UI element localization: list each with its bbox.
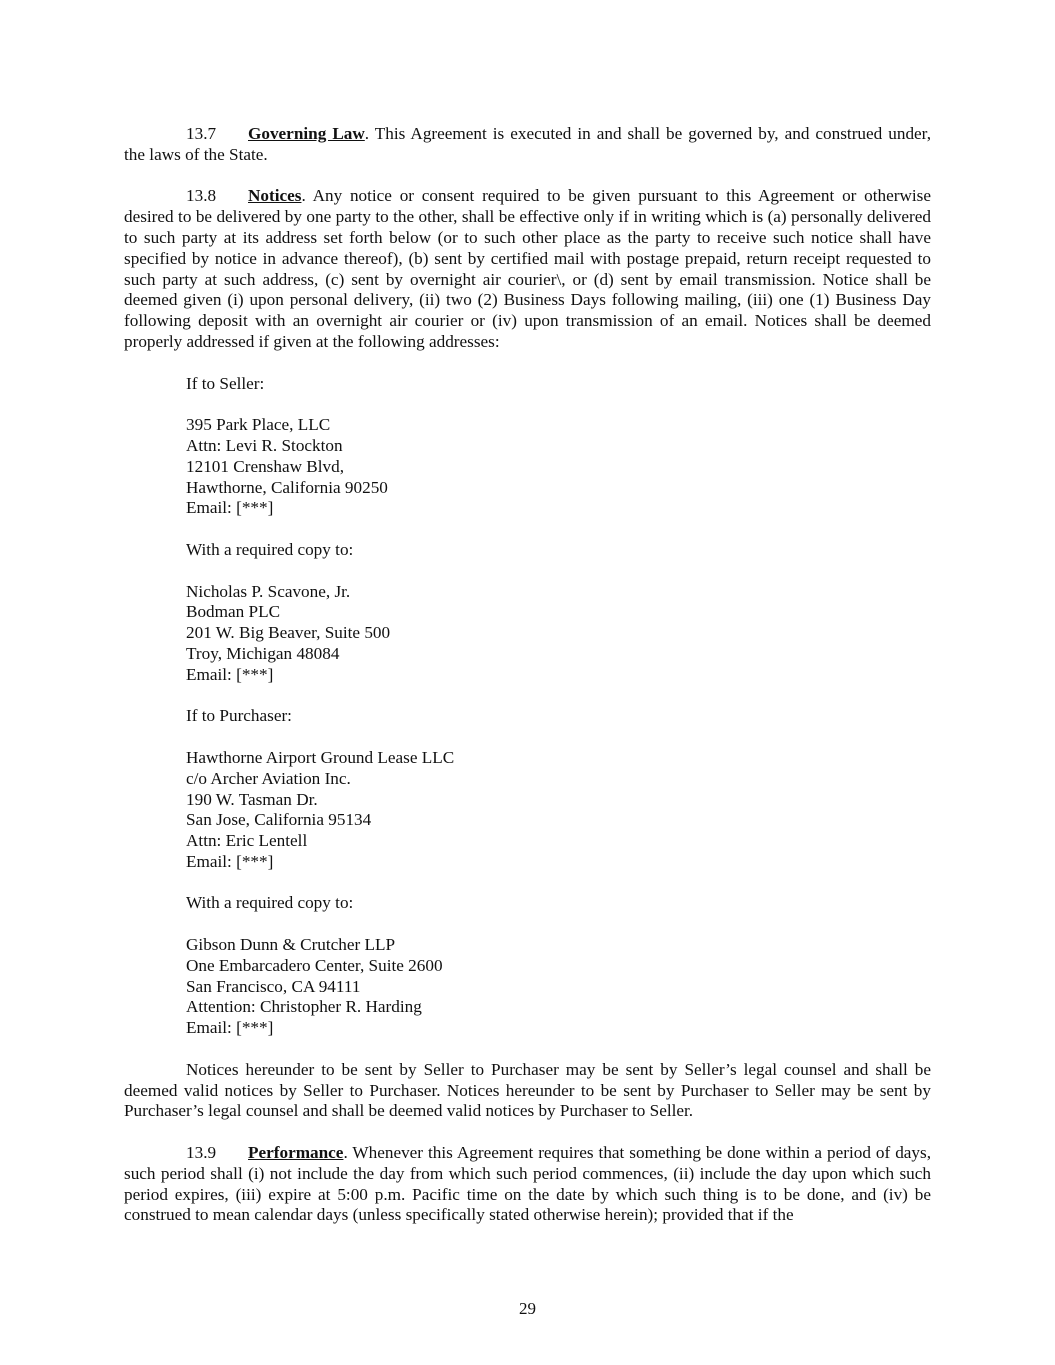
address-line: Email: [***] xyxy=(186,498,274,518)
purchaser-copy-label: With a required copy to: xyxy=(186,893,354,913)
address-line: Attn: Eric Lentell xyxy=(186,831,308,851)
address-line: 12101 Crenshaw Blvd, xyxy=(186,456,345,476)
seller-label: If to Seller: xyxy=(186,373,265,393)
counsel-paragraph: Notices hereunder to be sent by Seller to Purchaser may be sent by Seller’s legal counsel and shall be deemed valid notices by Seller to Purchaser. Notices hereunder to be sent by Purchaser to Seller may be sent by Purchaser’s legal counsel and shall be deemed valid notices by Purchaser to Seller. xyxy=(124,1059,931,1121)
seller-copy-label: With a required copy to: xyxy=(186,539,354,559)
address-line: San Francisco, CA 94111 xyxy=(186,976,361,996)
address-line: Nicholas P. Scavone, Jr. xyxy=(186,581,351,601)
section-text: . This Agreement is executed in and shall be governed by, and construed under, the laws of the State. xyxy=(124,124,932,164)
page-number: 29 xyxy=(519,1299,536,1318)
section-heading: Governing Law xyxy=(248,124,365,143)
section-number: 13.8 xyxy=(186,186,217,206)
address-line: Email: [***] xyxy=(186,664,274,684)
address-line: Gibson Dunn & Crutcher LLP xyxy=(186,935,396,955)
address-line: Attn: Levi R. Stockton xyxy=(186,435,343,455)
address-line: Hawthorne, California 90250 xyxy=(186,477,388,497)
section-number: 13.9 xyxy=(186,1143,217,1163)
section-text: . Whenever this Agreement requires that something be done within a period of days, such period shall (i) not include the day from which such period commences, (ii) include the day upon which such period expires, (iii) expire at 5:00 p.m. Pacific time on the date by which such thing is to be done, and (iv) be construed to mean calendar days (unless specifically stated otherwise herein); provided that if the xyxy=(124,1143,931,1225)
address-line: Email: [***] xyxy=(186,1018,274,1038)
address-line: Attention: Christopher R. Harding xyxy=(186,997,422,1017)
document-page xyxy=(124,124,931,1226)
section-heading: Notices xyxy=(248,186,302,206)
purchaser-label: If to Purchaser: xyxy=(186,706,292,726)
section-13-8 xyxy=(124,186,931,352)
section-text: . Any notice or consent required to be given pursuant to this Agreement or otherwise desired to be delivered by one party to the other, shall be effective only if in writing which is (a) personally delivered to such party at its address set forth below (or to such other place as the party to receive such notice shall have specified by notice in advance thereof), (b) sent by certified mail with postage prepaid, return receipt requested to such party at such address, (c) sent by overnight air courier\, or (d) sent by email transmission. Notice shall be deemed given (i) upon personal delivery, (ii) two (2) Business Days following mailing, (iii) one (1) Business Day following deposit with an overnight air courier or (iv) upon transmission of an email. Notices shall be deemed properly addressed if given at the following addresses: xyxy=(124,186,931,351)
address-line: San Jose, California 95134 xyxy=(186,810,372,830)
address-line: Bodman PLC xyxy=(186,602,281,622)
section-13-9 xyxy=(124,1143,931,1226)
address-line: Hawthorne Airport Ground Lease LLC xyxy=(186,747,455,767)
section-heading: Performance xyxy=(248,1143,344,1163)
address-line: Email: [***] xyxy=(186,851,274,871)
address-line: c/o Archer Aviation Inc. xyxy=(186,768,351,788)
address-line: Troy, Michigan 48084 xyxy=(186,643,340,663)
address-line: 395 Park Place, LLC xyxy=(186,415,331,435)
address-line: 190 W. Tasman Dr. xyxy=(186,789,318,809)
section-13-7 xyxy=(124,124,931,166)
address-line: 201 W. Big Beaver, Suite 500 xyxy=(186,623,391,643)
address-line: One Embarcadero Center, Suite 2600 xyxy=(186,955,443,975)
section-number: 13.7 xyxy=(186,124,217,143)
purchaser-address-block xyxy=(186,706,931,1039)
seller-address-block xyxy=(186,374,931,686)
